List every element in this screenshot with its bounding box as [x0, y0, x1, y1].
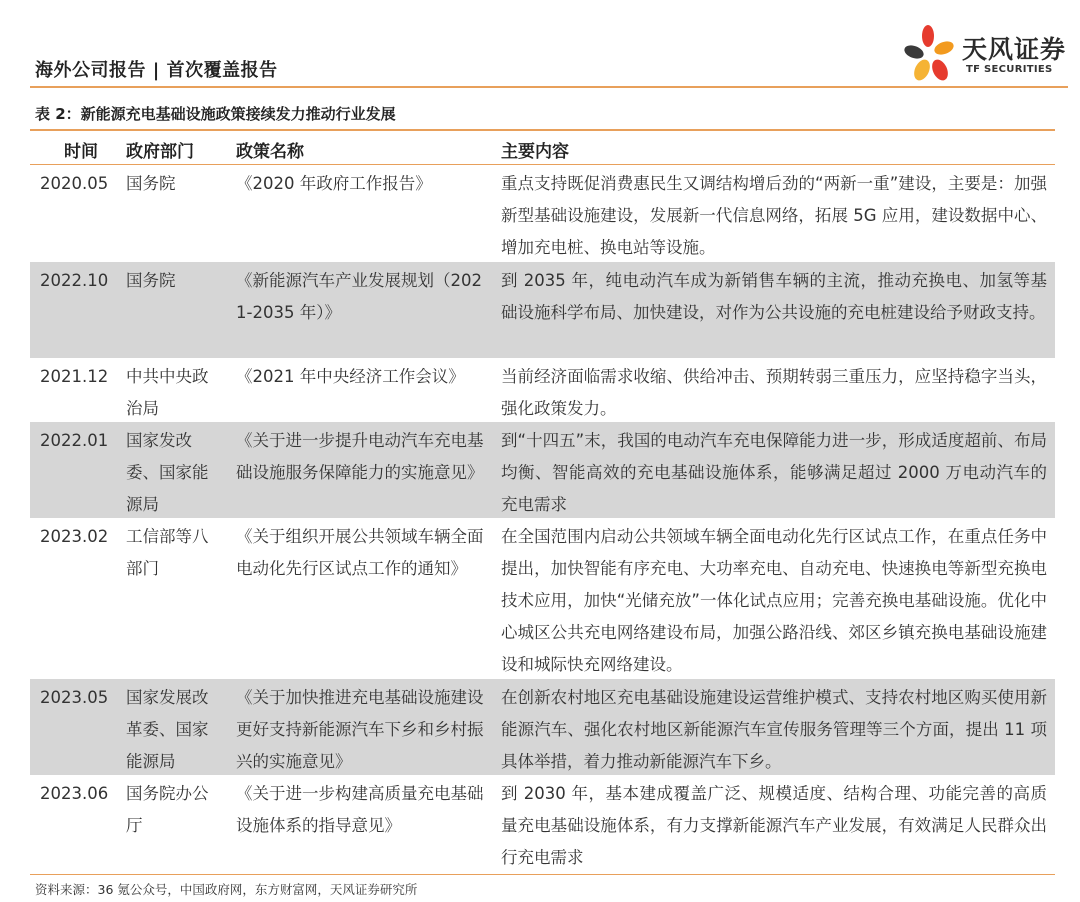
- tf-securities-logo: [900, 22, 1070, 86]
- row-policy-name: 《关于进一步提升电动汽车充电基础设施服务保障能力的实施意见》: [236, 431, 484, 482]
- row-policy-name: 《关于进一步构建高质量充电基础设施体系的指导意见》: [236, 784, 484, 835]
- policy-table-body: [30, 165, 1055, 873]
- table-row: [30, 518, 1055, 679]
- row-policy-name: 《2020 年政府工作报告》: [236, 174, 432, 193]
- table-header-row: [30, 131, 1055, 164]
- row-date: 2022.01: [40, 431, 109, 450]
- report-type-title: 海外公司报告 | 首次覆盖报告: [35, 60, 278, 81]
- table-row: [30, 262, 1055, 358]
- row-content: 重点支持既促消费惠民生又调结构增后劲的“两新一重”建设，主要是：加强新型基础设施建设，发展新一代信息网络，拓展 5G 应用，建设数据中心、增加充电桩、换电站等设施。: [501, 174, 1047, 257]
- row-department: 工信部等八部门: [126, 527, 209, 578]
- table-row: [30, 165, 1055, 262]
- row-policy-name: 《关于加快推进充电基础设施建设 更好支持新能源汽车下乡和乡村振兴的实施意见》: [236, 688, 484, 771]
- table-row: [30, 679, 1055, 775]
- row-department: 中共中央政治局: [126, 367, 209, 418]
- flower-logo-icon: [900, 22, 960, 86]
- source-footnote: 资料来源：36 氪公众号，中国政府网，东方财富网，天风证券研究所: [35, 882, 418, 897]
- row-date: 2023.05: [40, 688, 109, 707]
- report-header: [0, 0, 1080, 86]
- row-date: 2022.10: [40, 271, 109, 290]
- logo-text-chinese: 天风证券: [962, 35, 1067, 64]
- row-date: 2021.12: [40, 367, 109, 386]
- row-content: 当前经济面临需求收缩、供给冲击、预期转弱三重压力，应坚持稳字当头，强化政策发力。: [501, 367, 1047, 418]
- table-row: [30, 422, 1055, 518]
- row-department: 国务院: [126, 174, 176, 193]
- row-department: 国务院办公厅: [126, 784, 209, 835]
- row-department: 国务院: [126, 271, 176, 290]
- logo-text-english: TF SECURITIES: [966, 64, 1053, 75]
- header-date: 时间: [64, 142, 98, 162]
- table-row: [30, 775, 1055, 873]
- row-department: 国家发展改革委、国家能源局: [126, 688, 209, 771]
- row-content: 到“十四五”末，我国的电动汽车充电保障能力进一步，形成适度超前、布局均衡、智能高效的充电基础设施体系，能够满足超过 2000 万电动汽车的充电需求: [501, 431, 1047, 514]
- table-row: [30, 358, 1055, 422]
- row-date: 2023.06: [40, 784, 109, 803]
- row-content: 到 2035 年，纯电动汽车成为新销售车辆的主流，推动充换电、加氢等基础设施科学布局、加快建设，对作为公共设施的充电桩建设给予财政支持。: [501, 271, 1047, 322]
- header-main-content: 主要内容: [501, 142, 569, 162]
- row-policy-name: 《2021 年中央经济工作会议》: [236, 367, 465, 386]
- table-caption: 表 2：新能源充电基础设施政策接续发力推动行业发展: [35, 105, 396, 123]
- row-policy-name: 《关于组织开展公共领域车辆全面电动化先行区试点工作的通知》: [236, 527, 484, 578]
- header-divider: [30, 86, 1068, 88]
- row-content: 到 2030 年，基本建成覆盖广泛、规模适度、结构合理、功能完善的高质量充电基础设施体系，有力支撑新能源汽车产业发展，有效满足人民群众出行充电需求: [501, 784, 1047, 867]
- header-department: 政府部门: [126, 142, 194, 162]
- row-date: 2023.02: [40, 527, 109, 546]
- table-bottom-rule: [30, 874, 1055, 875]
- row-content: 在全国范围内启动公共领域车辆全面电动化先行区试点工作，在重点任务中提出，加快智能有序充电、大功率充电、自动充电、快速换电等新型充换电技术应用，加快“光储充放”一体化试点应用；完善充换电基础设施。优化中心城区公共充电网络建设布局，加强公路沿线、郊区乡镇充换电基础设施建设和城际快充网络建设。: [501, 527, 1047, 674]
- row-content: 在创新农村地区充电基础设施建设运营维护模式、支持农村地区购买使用新能源汽车、强化农村地区新能源汽车宣传服务管理等三个方面，提出 11 项具体举措，着力推动新能源汽车下乡。: [501, 688, 1047, 771]
- header-policy-name: 政策名称: [236, 142, 304, 162]
- row-date: 2020.05: [40, 174, 109, 193]
- row-policy-name: 《新能源汽车产业发展规划（2021-2035 年）》: [236, 271, 482, 322]
- row-department: 国家发改委、国家能源局: [126, 431, 209, 514]
